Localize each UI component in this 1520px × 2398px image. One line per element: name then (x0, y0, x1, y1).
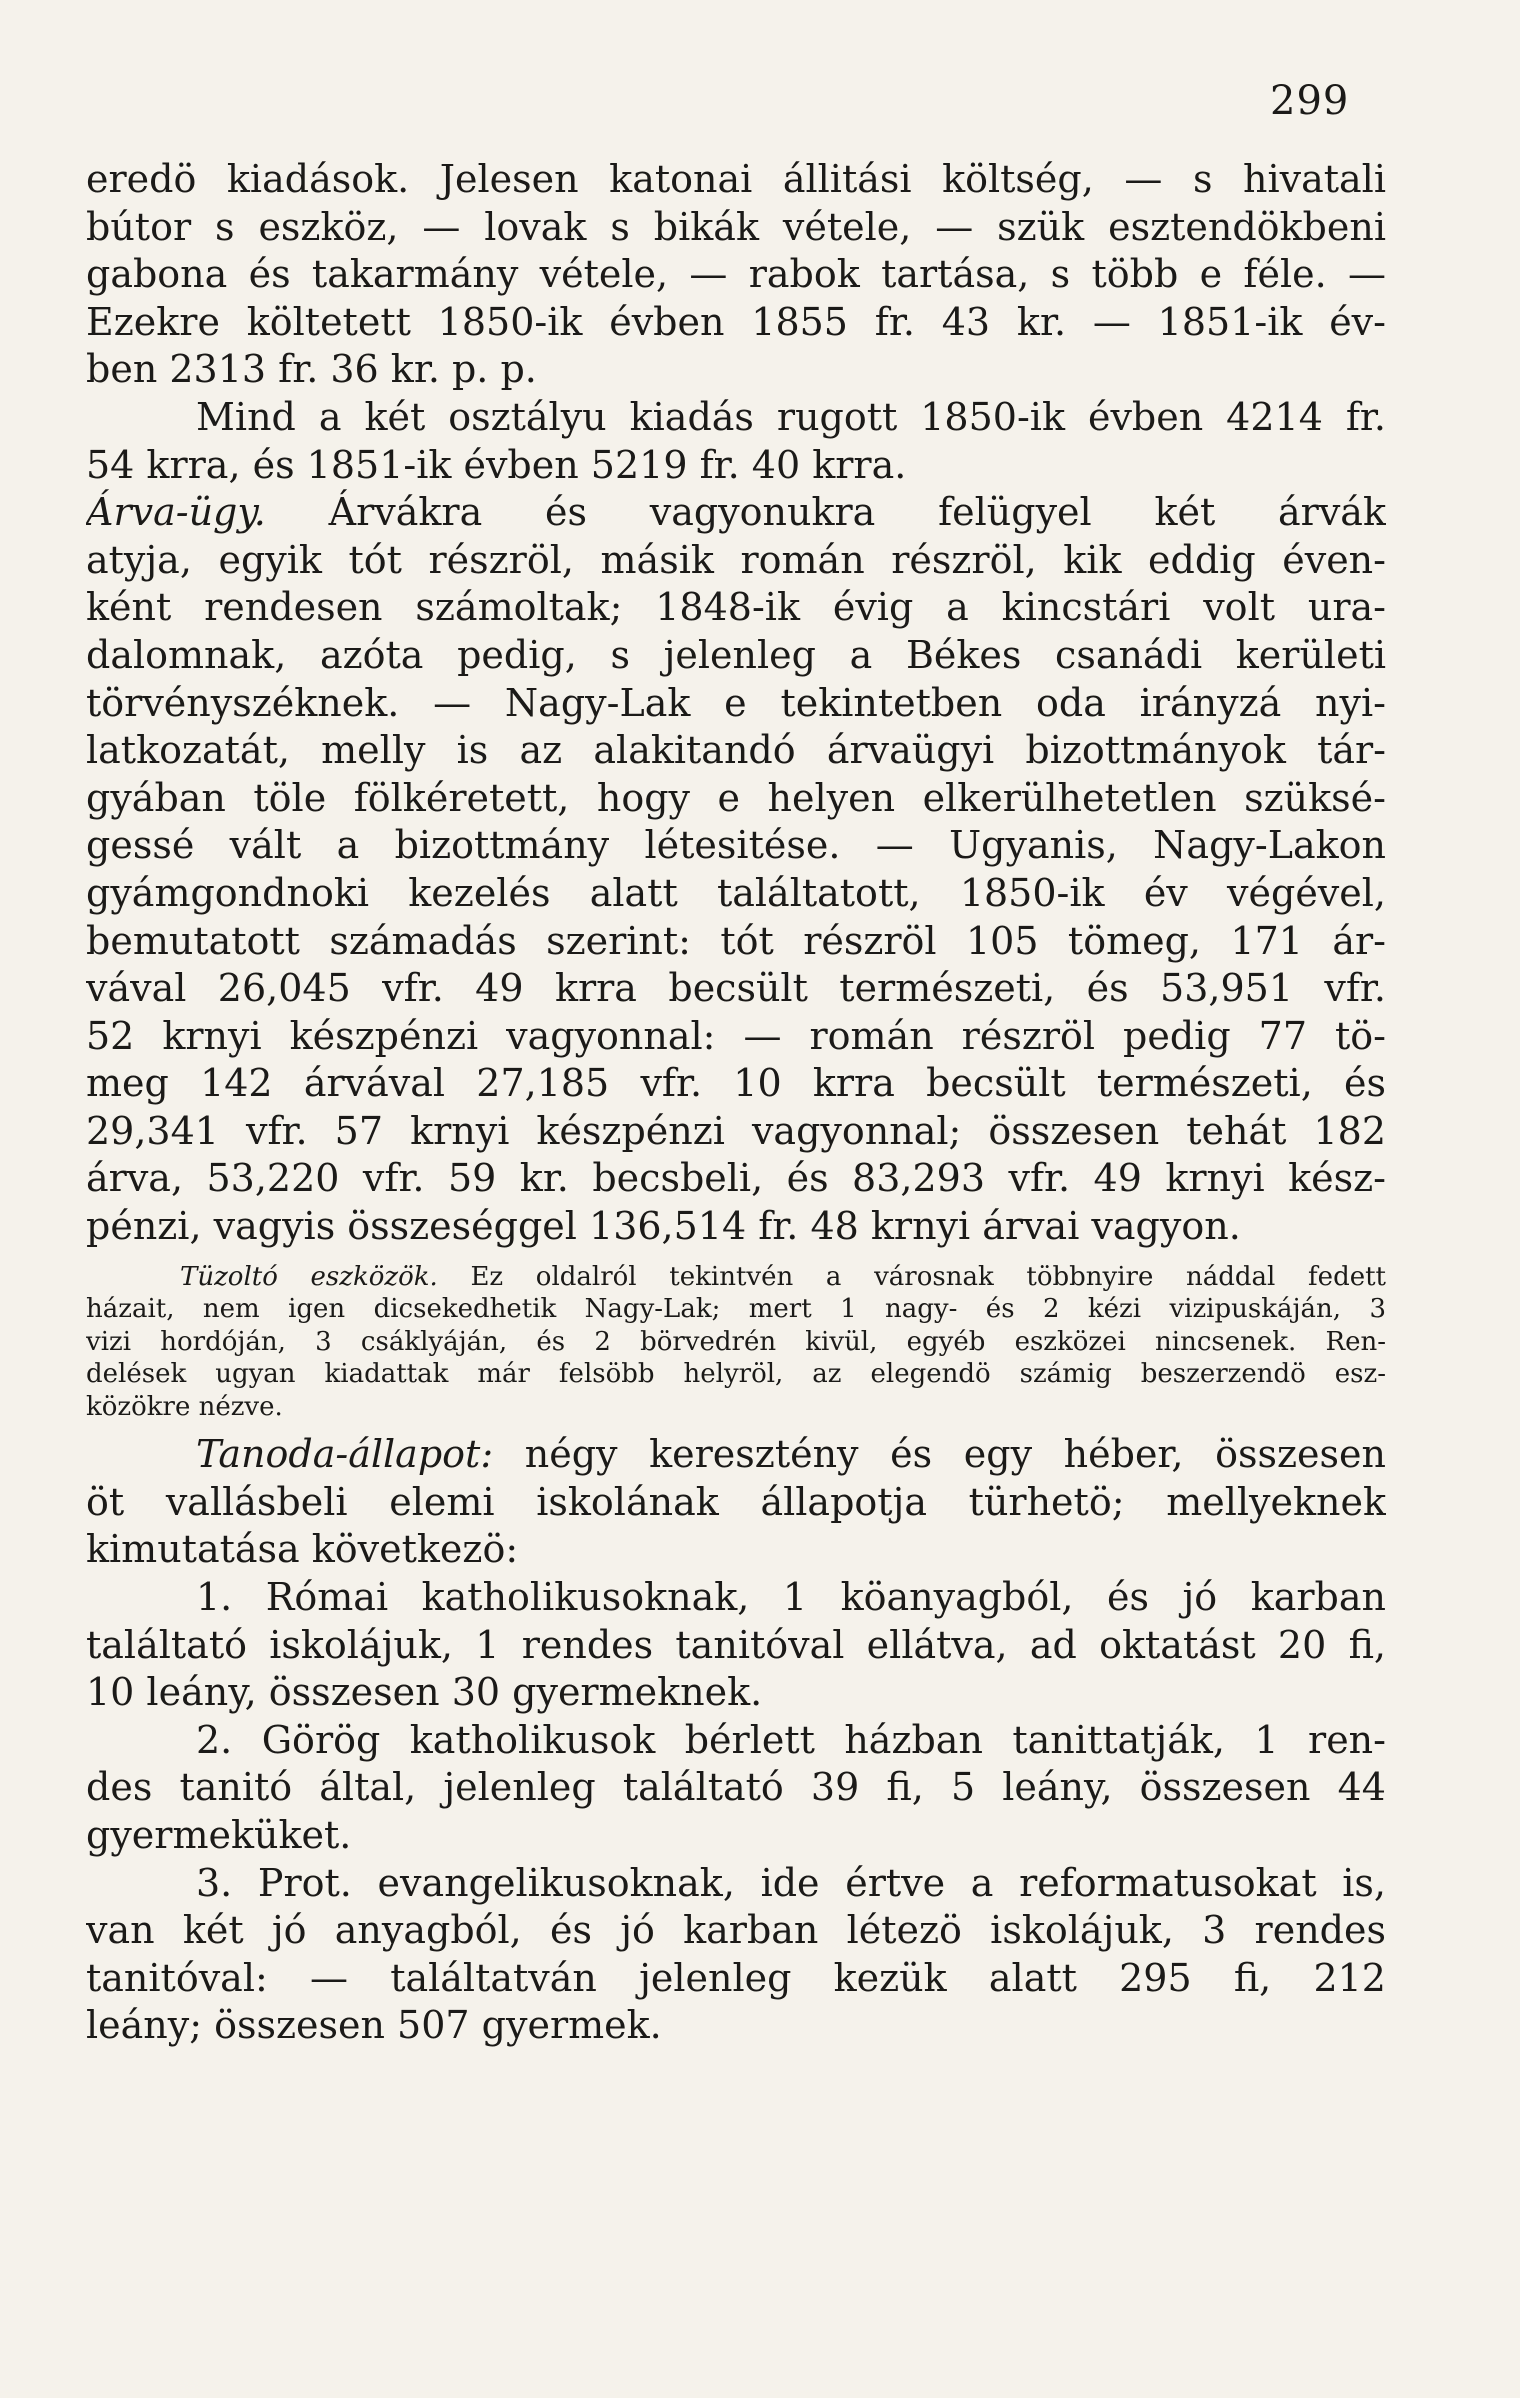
text-line: 1. Római katholikusoknak, 1 köanyagból, és jó karban (196, 1574, 1386, 1619)
text-line: des tanitó által, jelenleg találtató 39 fi, 5 leány, összesen 44 (86, 1765, 1386, 1810)
text-line: kimutatása következö: (86, 1527, 519, 1572)
text-line: gabona és takarmány vétele, — rabok tartása, s több e féle. — (86, 252, 1386, 297)
text-fragment: négy keresztény és egy héber, összesen (524, 1432, 1386, 1477)
paragraph-expenses (86, 156, 1386, 394)
page-content (86, 156, 1386, 2050)
text-line: 2. Görög katholikusok bérlett házban tanittatják, 1 ren- (196, 1717, 1386, 1762)
text-line: gessé vált a bizottmány létesitése. — Ugyanis, Nagy-Lakon (86, 823, 1386, 868)
footnote-heading: Tüzoltó eszközök. (180, 1261, 438, 1292)
text-line: atyja, egyik tót részröl, másik román részröl, kik eddig éven- (86, 537, 1386, 582)
footnote-line: vizi hordóján, 3 csáklyáján, és 2 börvedrén kivül, egyéb eszközei nincsenek. Ren- (86, 1326, 1386, 1357)
footnote-line (86, 1261, 1386, 1294)
section-heading-school-status: Tanoda-állapot: (196, 1432, 494, 1477)
text-line: öt vallásbeli elemi iskolának állapotja türhetö; mellyeknek (86, 1479, 1386, 1524)
text-line: tanitóval: — találtatván jelenleg kezük alatt 295 fi, 212 (86, 1955, 1386, 2000)
text-line: gyában töle fölkéretett, hogy e helyen elkerülhetetlen szüksé- (86, 775, 1386, 820)
text-line: Ezekre költetett 1850-ik évben 1855 fr. 43 kr. — 1851-ik év- (86, 299, 1386, 344)
footnote-line: közökre nézve. (86, 1391, 283, 1422)
text-line: Mind a két osztályu kiadás rugott 1850-ik évben 4214 fr. (196, 394, 1386, 439)
footnote-line: delések ugyan kiadattak már felsöbb helyröl, az elegendö számig beszerzendö esz- (86, 1359, 1386, 1390)
paragraph-orphan-affairs (86, 489, 1386, 1251)
page-number: 299 (1270, 78, 1350, 124)
paragraph-total-expenses (86, 394, 1386, 489)
text-line: van két jó anyagból, és jó karban létezö iskolájuk, 3 rendes (86, 1908, 1386, 1953)
text-line: pénzi, vagyis összeséggel 136,514 fr. 48 krnyi árvai vagyon. (86, 1204, 1241, 1249)
text-line: gyermeküket. (86, 1812, 352, 1857)
list-item-roman-catholic (86, 1574, 1386, 1717)
text-line: 52 krnyi készpénzi vagyonnal: — román részröl pedig 77 tö- (86, 1013, 1386, 1058)
text-line: 3. Prot. evangelikusoknak, ide értve a reformatusokat is, (196, 1860, 1386, 1905)
text-line: latkozatát, melly is az alakitandó árvaügyi bizottmányok tár- (86, 728, 1386, 773)
section-heading-orphan-affairs: Árva-ügy. (86, 490, 266, 535)
text-line: találtató iskolájuk, 1 rendes tanitóval ellátva, ad oktatást 20 fi, (86, 1622, 1386, 1667)
text-fragment: Árvákra és vagyonukra felügyel két árvák (328, 490, 1386, 535)
text-line (86, 1431, 1386, 1479)
text-line (86, 489, 1386, 537)
text-line: törvényszéknek. — Nagy-Lak e tekintetben oda irányzá nyi- (86, 680, 1386, 725)
text-line: 54 krra, és 1851-ik évben 5219 fr. 40 krra. (86, 442, 907, 487)
list-item-greek-catholic (86, 1717, 1386, 1860)
text-line: vával 26,045 vfr. 49 krra becsült természeti, és 53,951 vfr. (86, 966, 1386, 1011)
text-line: leány; összesen 507 gyermek. (86, 2003, 662, 2048)
paragraph-school-status (86, 1431, 1386, 1574)
footnote-fire-equipment (86, 1261, 1386, 1424)
text-line: árva, 53,220 vfr. 59 kr. becsbeli, és 83,293 vfr. 49 krnyi kész- (86, 1156, 1386, 1201)
text-line: gyámgondnoki kezelés alatt találtatott, 1850-ik év végével, (86, 870, 1386, 915)
text-line: meg 142 árvával 27,185 vfr. 10 krra becsült természeti, és (86, 1061, 1386, 1106)
text-line: ben 2313 fr. 36 kr. p. p. (86, 347, 537, 392)
text-line: ként rendesen számoltak; 1848-ik évig a kincstári volt ura- (86, 585, 1386, 630)
text-line: 29,341 vfr. 57 krnyi készpénzi vagyonnal; összesen tehát 182 (86, 1108, 1386, 1153)
text-line: bútor s eszköz, — lovak s bikák vétele, — szük esztendökbeni (86, 204, 1386, 249)
text-line: 10 leány, összesen 30 gyermeknek. (86, 1670, 763, 1715)
text-line: eredö kiadások. Jelesen katonai állitási költség, — s hivatali (86, 157, 1386, 201)
text-line: dalomnak, azóta pedig, s jelenleg a Békes csanádi kerületi (86, 632, 1386, 677)
text-fragment: Ez oldalról tekintvén a városnak többnyire náddal fedett (470, 1261, 1386, 1292)
footnote-line: házait, nem igen dicsekedhetik Nagy-Lak; mert 1 nagy- és 2 kézi vizipuskáján, 3 (86, 1294, 1386, 1325)
text-line: bemutatott számadás szerint: tót részröl 105 tömeg, 171 ár- (86, 918, 1386, 963)
list-item-protestant (86, 1860, 1386, 2050)
